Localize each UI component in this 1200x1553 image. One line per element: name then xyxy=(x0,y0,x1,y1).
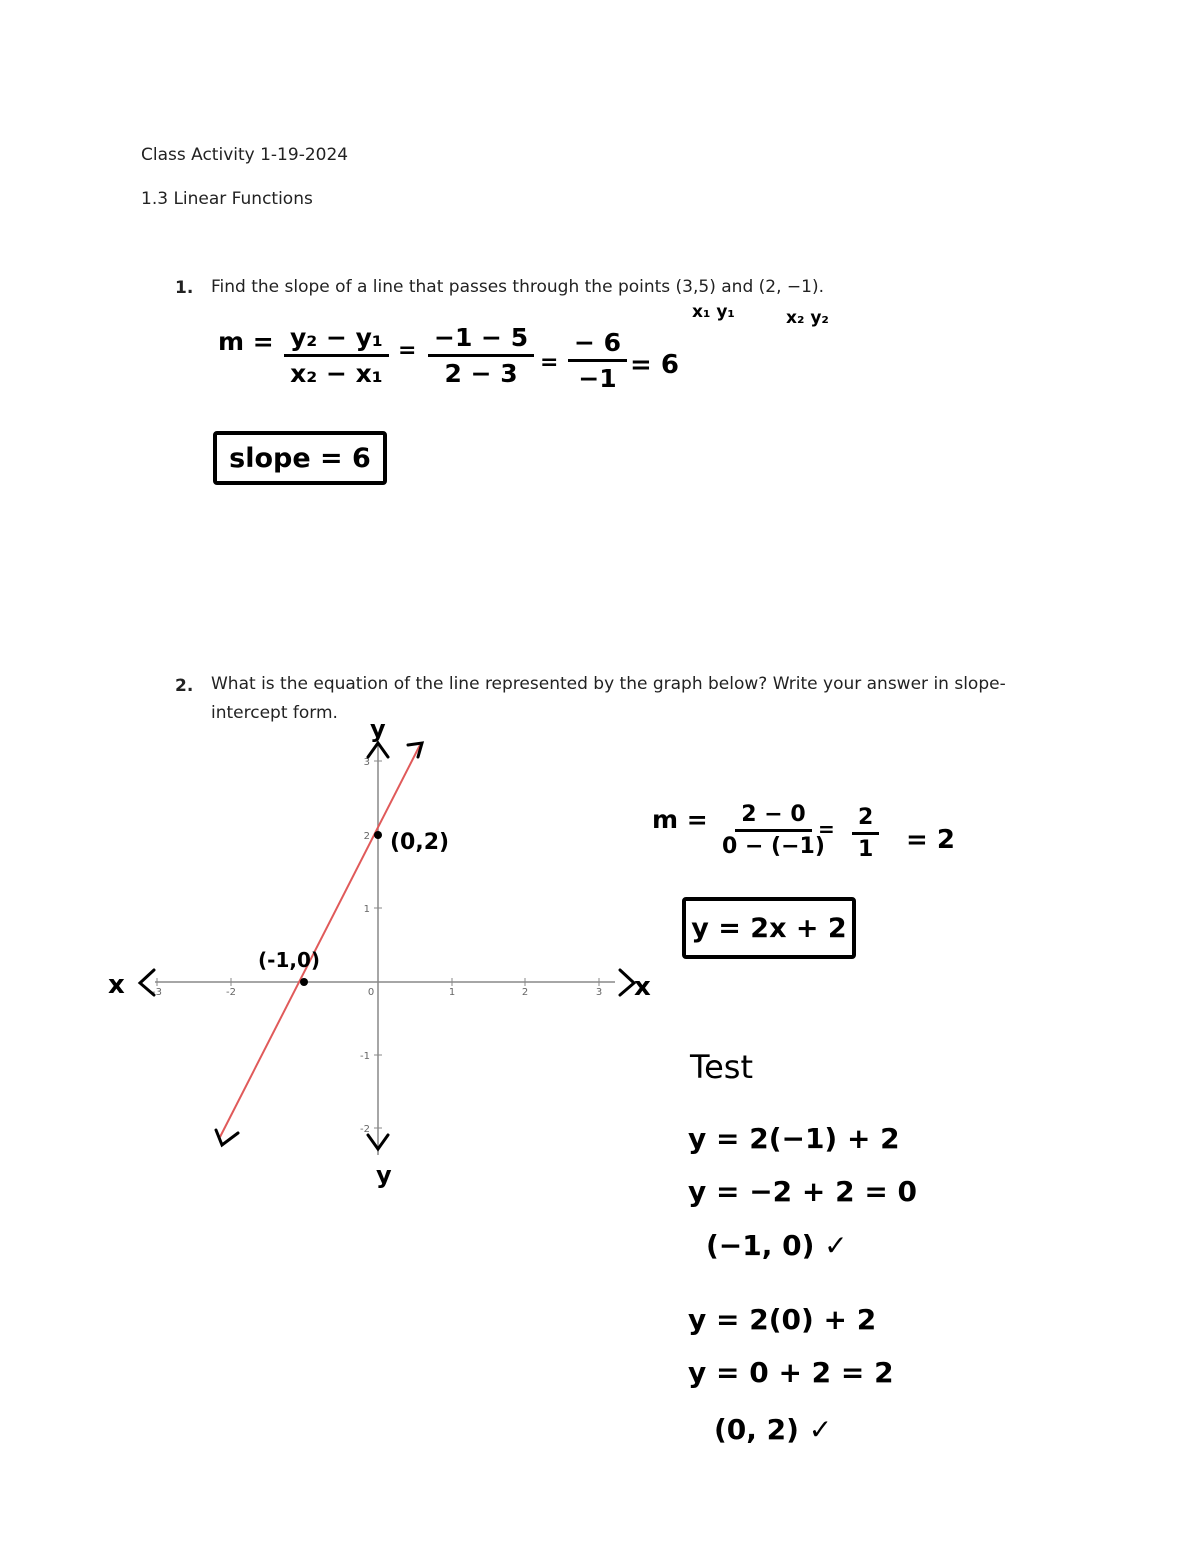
q1-sub-denominator: 2 − 3 xyxy=(444,359,518,388)
q2-equals-1: = xyxy=(818,817,835,841)
q1-equals-result: = 6 xyxy=(630,350,679,380)
y-tick-label: 1 xyxy=(363,904,370,915)
q1-slope-formula xyxy=(284,323,389,388)
x-tick-label: 2 xyxy=(521,987,529,998)
q2-slope-denominator: 0 − (−1) xyxy=(722,834,825,859)
q1-answer-box: slope = 6 xyxy=(213,431,387,485)
question-1-text: Find the slope of a line that passes through the points (3,5) and (2, −1). xyxy=(211,277,824,297)
y-tick-label: 3 xyxy=(363,757,370,768)
q1-equals-1: = xyxy=(398,338,417,363)
y-tick-label: -2 xyxy=(360,1124,370,1135)
q1-result-numerator: − 6 xyxy=(568,328,627,362)
q2-answer-box: y = 2x + 2 xyxy=(682,897,856,959)
q2-equals-result: = 2 xyxy=(906,825,955,855)
q1-sub-numerator: −1 − 5 xyxy=(428,323,534,357)
annotation-point-2: x₂ y₂ xyxy=(786,308,829,328)
point-x-intercept xyxy=(300,978,308,986)
test-line: y = 0 + 2 = 2 xyxy=(688,1356,894,1389)
q1-result xyxy=(568,328,627,393)
q2-slope-numerator: 2 − 0 xyxy=(735,802,811,832)
test-line: y = −2 + 2 = 0 xyxy=(688,1175,918,1208)
y-tick-label: -1 xyxy=(360,1051,370,1062)
q1-slope-symbol: m = xyxy=(218,327,274,356)
q1-result-denominator: −1 xyxy=(578,364,617,393)
test-check-point: (−1, 0) ✓ xyxy=(706,1229,848,1262)
point-y-intercept xyxy=(374,831,382,839)
x-axis-left-arrow-icon xyxy=(140,970,154,995)
x-axis-label-right: x xyxy=(634,972,651,1002)
document-title: Class Activity 1-19-2024 xyxy=(141,145,349,165)
line-lower-arrow-icon xyxy=(216,1130,238,1145)
section-title: 1.3 Linear Functions xyxy=(141,189,313,209)
question-1-number: 1. xyxy=(175,278,194,298)
q2-simplified-fraction xyxy=(852,805,879,862)
point-b-label: (0,2) xyxy=(390,830,450,855)
x-tick-label: -3 xyxy=(152,987,162,998)
q2-slope-fraction xyxy=(722,802,825,859)
point-a-label: (-1,0) xyxy=(258,948,321,972)
test-line: y = 2(−1) + 2 xyxy=(688,1122,900,1155)
annotation-point-1: x₁ y₁ xyxy=(692,302,735,322)
q1-formula-numerator: y₂ − y₁ xyxy=(284,323,389,357)
question-2-number: 2. xyxy=(175,676,194,696)
q2-slope-symbol: m = xyxy=(652,805,708,834)
x-tick-label: 3 xyxy=(595,987,603,998)
test-check-point: (0, 2) ✓ xyxy=(714,1413,833,1446)
q1-formula-denominator: x₂ − x₁ xyxy=(290,359,383,388)
origin-label: 0 xyxy=(367,987,375,998)
x-tick-label: 1 xyxy=(448,987,456,998)
q1-equals-2: = xyxy=(540,350,559,375)
q1-substitution xyxy=(428,323,534,388)
line-y-equals-2x-plus-2 xyxy=(220,745,420,1137)
y-tick-label: 2 xyxy=(363,831,370,842)
q2-simp-numerator: 2 xyxy=(852,805,879,835)
test-title: Test xyxy=(690,1048,754,1086)
y-axis-label-top: y xyxy=(370,715,386,743)
coordinate-graph xyxy=(100,715,680,1195)
q2-simp-denominator: 1 xyxy=(858,837,874,862)
test-line: y = 2(0) + 2 xyxy=(688,1303,877,1336)
x-tick-label: -2 xyxy=(226,987,236,998)
x-axis-label-left: x xyxy=(108,970,125,1000)
x-axis-right-arrow-icon xyxy=(620,970,634,995)
question-2-text: What is the equation of the line represented by the graph below? Write your answer in slope-intercept form. xyxy=(211,674,1006,723)
y-axis-label-bottom: y xyxy=(376,1161,392,1189)
